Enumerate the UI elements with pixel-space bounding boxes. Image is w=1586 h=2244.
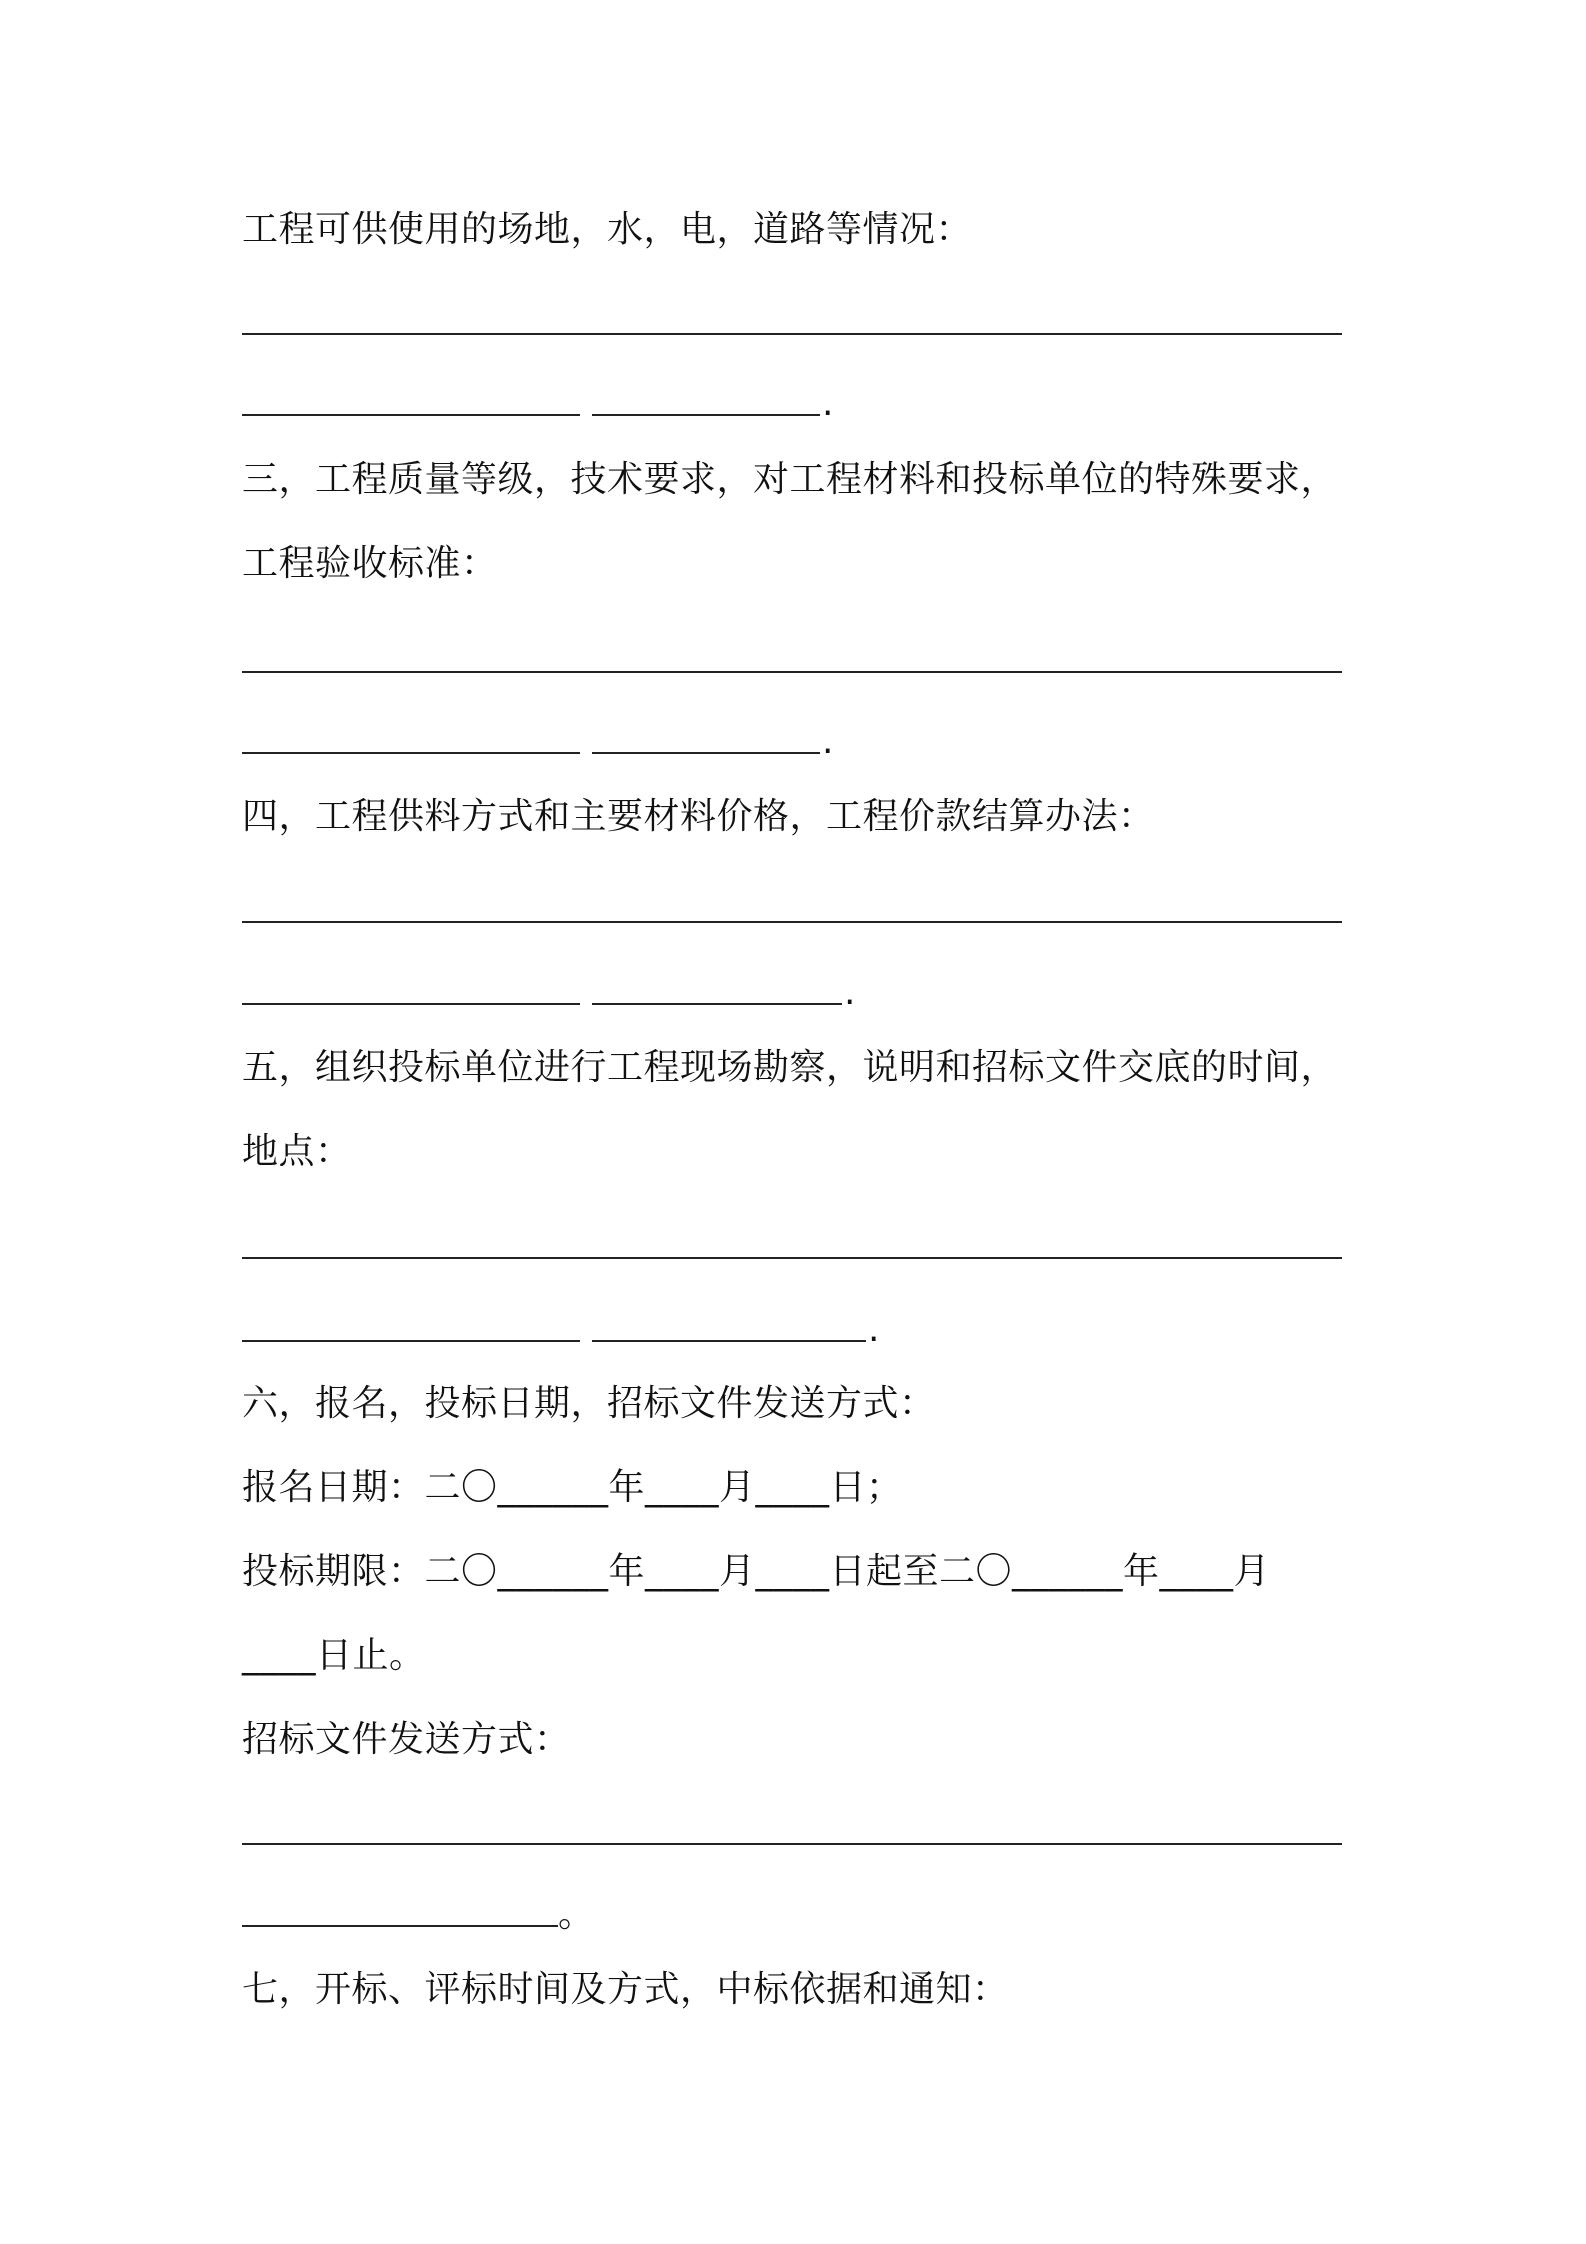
- fill-in-blank-line: [592, 414, 820, 416]
- fill-in-blank-line: [242, 921, 1342, 923]
- fill-in-blank-line: [242, 1003, 580, 1005]
- sentence-period: .: [822, 721, 834, 762]
- fill-in-blank-line: [242, 671, 1342, 673]
- fill-in-blank-line: [242, 1257, 1342, 1259]
- sentence-period: .: [822, 383, 834, 424]
- fill-in-blank-line: [242, 1843, 1342, 1845]
- fill-in-blank-line: [242, 1925, 558, 1927]
- fill-in-blank-line: [242, 414, 580, 416]
- registration-date-line: 报名日期：二〇______年____月____日；: [242, 1467, 903, 1508]
- fill-in-blank-line: [242, 333, 1342, 335]
- sentence-period: .: [844, 972, 856, 1013]
- fill-in-blank-line: [592, 1003, 842, 1005]
- section-5-subheading: 地点：: [242, 1131, 352, 1172]
- section-5-heading: 五，组织投标单位进行工程现场勘察，说明和招标文件交底的时间，: [242, 1047, 1338, 1088]
- bidding-period-end: ____日止。: [242, 1635, 426, 1676]
- document-delivery-heading: 招标文件发送方式：: [242, 1719, 571, 1760]
- fill-in-blank-line: [592, 1340, 866, 1342]
- section-4-heading: 四，工程供料方式和主要材料价格，工程价款结算办法：: [242, 796, 1155, 837]
- section-3-subheading: 工程验收标准：: [242, 543, 498, 584]
- site-conditions-heading: 工程可供使用的场地，水，电，道路等情况：: [242, 209, 973, 250]
- bidding-period-line: 投标期限：二〇______年____月____日起至二〇______年____月: [242, 1551, 1271, 1592]
- sentence-period: .: [868, 1309, 880, 1350]
- fill-in-blank-line: [242, 1340, 580, 1342]
- sentence-full-stop: 。: [558, 1894, 595, 1935]
- fill-in-blank-line: [592, 752, 820, 754]
- section-7-heading: 七，开标、评标时间及方式，中标依据和通知：: [242, 1969, 1009, 2010]
- fill-in-blank-line: [242, 752, 580, 754]
- section-3-heading: 三，工程质量等级，技术要求，对工程材料和投标单位的特殊要求，: [242, 459, 1338, 500]
- section-6-heading: 六，报名，投标日期，招标文件发送方式：: [242, 1383, 936, 1424]
